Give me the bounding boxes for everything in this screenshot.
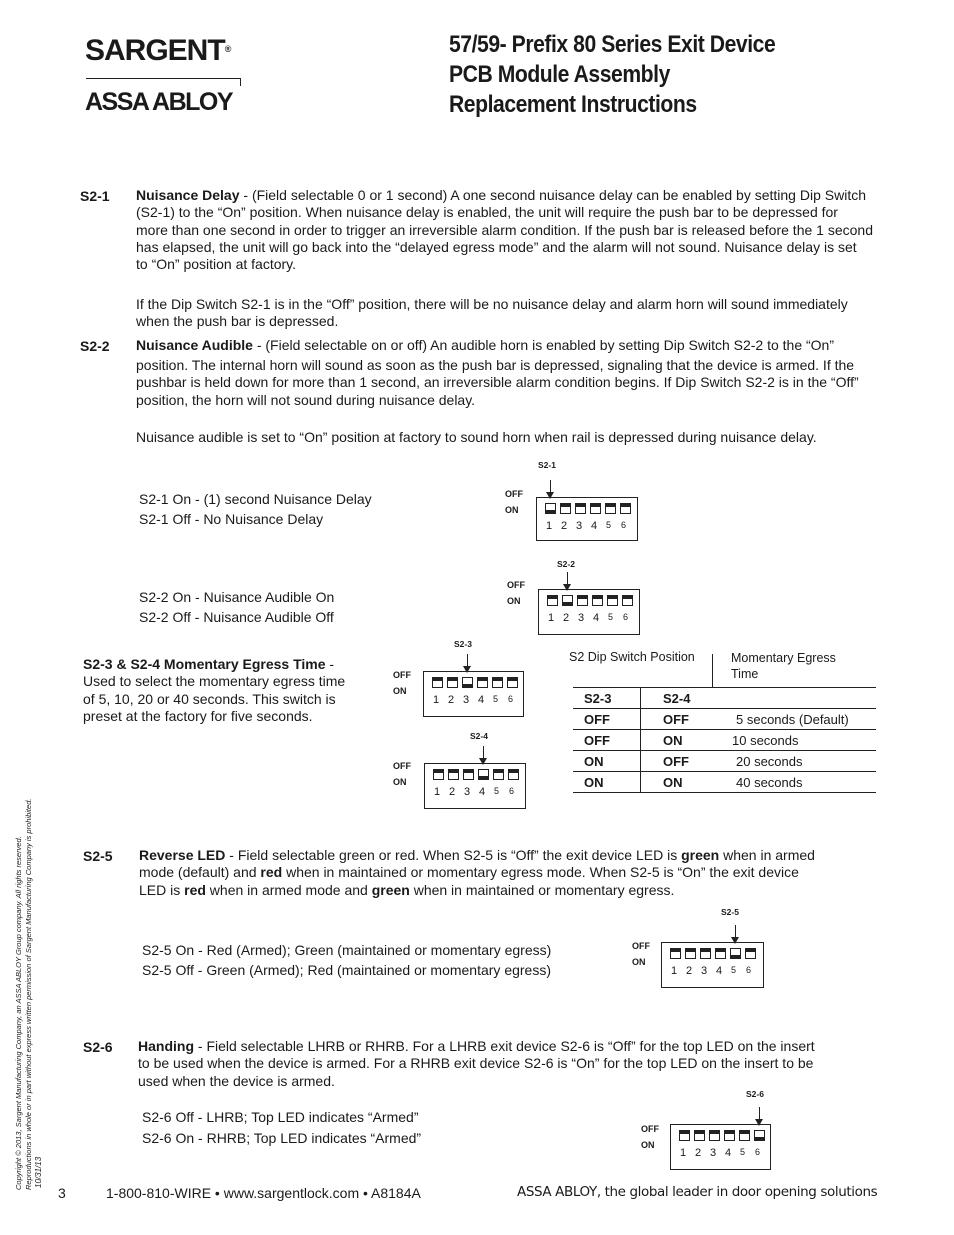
dip-toggle-number: 3 — [463, 694, 470, 706]
s25-off-on-labels: OFF ON — [632, 941, 650, 967]
dip-toggle-knob — [561, 504, 570, 507]
dip-toggle-4 — [477, 677, 488, 688]
dip-toggle-knob — [578, 596, 587, 599]
dip-switch-s24 — [424, 763, 526, 809]
dip-toggle-5 — [493, 769, 504, 780]
dip-toggle-number: 2 — [449, 786, 456, 798]
dip-toggle-knob — [591, 504, 600, 507]
copyright-notice: Copyright © 2013, Sargent Manufacturing Company, an ASSA ABLOY Group company. All rights reserved. Reproductions in whole or in part without express written permission of Sargent Manufacturing Company is prohibited. — [14, 798, 33, 1190]
dip-toggle-1 — [679, 1130, 690, 1141]
dip-toggle-knob — [740, 1131, 749, 1134]
dip-toggle-5 — [739, 1130, 750, 1141]
dip-switch-s26 — [670, 1124, 771, 1170]
dip-toggle-number: 4 — [479, 786, 486, 798]
dip-toggle-knob — [716, 949, 725, 952]
pointer-arrow-icon — [463, 666, 471, 673]
dip-toggle-number: 1 — [434, 786, 441, 798]
dip-toggle-4 — [592, 595, 603, 606]
dip-toggle-3 — [709, 1130, 720, 1141]
dip-toggle-6 — [754, 1130, 765, 1141]
dip-toggle-4 — [478, 769, 489, 780]
dip-toggle-number: 2 — [686, 965, 693, 977]
dip-toggle-number: 1 — [433, 694, 440, 706]
s22-off-on-labels: OFF ON — [507, 580, 525, 606]
col-s24: S2-4 — [663, 690, 691, 706]
dip-toggle-1 — [670, 948, 681, 959]
dip-toggle-number: 5 — [493, 694, 499, 704]
dip-toggle-number: 2 — [561, 520, 568, 532]
dip-toggle-knob — [725, 1131, 734, 1134]
table-row: OFF OFF 5 seconds (Default) — [573, 709, 876, 730]
dip-toggle-6 — [620, 503, 631, 514]
table-head-position: S2 Dip Switch Position — [569, 650, 695, 664]
dip-toggle-number: 4 — [593, 612, 600, 624]
table-row: ON OFF 20 seconds — [573, 751, 876, 772]
dip-toggle-number: 2 — [448, 694, 455, 706]
dip-toggle-knob — [621, 504, 630, 507]
footer-contact: 1-800-810-WIRE • www.sargentlock.com • A8184A — [106, 1185, 421, 1201]
revision-date: 10/31/13 — [34, 1156, 43, 1188]
dip-toggle-number: 6 — [623, 612, 629, 622]
dip-toggle-4 — [715, 948, 726, 959]
dip-toggle-number: 5 — [740, 1147, 746, 1157]
dip-toggle-2 — [447, 677, 458, 688]
dip-toggle-knob — [593, 596, 602, 599]
dip-toggle-number: 5 — [731, 965, 737, 975]
dip-switch-s21 — [536, 497, 638, 541]
dip-toggle-2 — [448, 769, 459, 780]
dip-toggle-6 — [508, 769, 519, 780]
dip-toggle-number: 1 — [680, 1147, 687, 1159]
table-head-time: Momentary Egress Time — [731, 651, 836, 681]
dip-toggle-number: 4 — [591, 520, 598, 532]
s21-paragraph: Nuisance Delay - (Field selectable 0 or 1 second) A one second nuisance delay can be enabled by setting Dip Switch (S2-1) to the “On” position. When nuisance delay is enabled, the unit will require the push bar to be depressed for more than one second in order to trigger an irreversible alarm condition. If the push bar is released before the 1 second has elapsed, the unit will go back into the “delayed egress mode” and the alarm will not sound. Nuisance delay is set to “On” position at factory. — [136, 187, 873, 273]
dip-toggle-6 — [745, 948, 756, 959]
dip-toggle-knob — [710, 1131, 719, 1134]
s25-paragraph: Reverse LED - Field selectable green or red. When S2-5 is “Off” the exit device LED is green when in armed mode (default) and red when in maintained or momentary egress mode. When S2-5 is “On” the exit device LED is red when in armed mode and green when in maintained or momentary egress. — [139, 847, 815, 898]
s21-off-on-labels: OFF ON — [505, 489, 523, 515]
dip-toggle-knob — [494, 770, 503, 773]
dip-toggle-2 — [685, 948, 696, 959]
dip-toggle-knob — [548, 596, 557, 599]
dip-toggle-2 — [560, 503, 571, 514]
dip-toggle-number: 4 — [716, 965, 723, 977]
dip-toggle-number: 5 — [606, 520, 612, 530]
dip-toggle-knob — [623, 596, 632, 599]
s26-code: S2-6 — [83, 1039, 113, 1055]
dip-switch-s22 — [538, 589, 640, 635]
dip-toggle-knob — [509, 770, 518, 773]
page-title: 57/59- Prefix 80 Series Exit Device PCB Module Assembly Replacement Instructions — [449, 31, 776, 118]
dip-switch-s25 — [661, 942, 764, 988]
s22-switch-label: S2-2 — [557, 559, 575, 569]
dip-toggle-5 — [492, 677, 503, 688]
pointer-arrow-icon — [731, 937, 739, 944]
dip-toggle-knob — [464, 770, 473, 773]
dip-toggle-1 — [433, 769, 444, 780]
s22-code: S2-2 — [80, 338, 110, 354]
dip-toggle-number: 6 — [621, 520, 627, 530]
dip-toggle-number: 3 — [701, 965, 708, 977]
logo-divider — [86, 78, 241, 79]
dip-toggle-knob — [448, 678, 457, 681]
s22-paragraph: position. The internal horn will sound as soon as the push bar is depressed, signaling that the device is armed. If the pushbar is held down for more than 1 second, an irreversible alarm condition begins. If Dip Switch S2-2 is in the “Off” position, the horn will not sound during nuisance delay. — [136, 357, 859, 408]
dip-toggle-number: 3 — [578, 612, 585, 624]
dip-toggle-knob — [479, 776, 488, 779]
dip-toggle-1 — [432, 677, 443, 688]
dip-toggle-knob — [755, 1137, 764, 1140]
dip-toggle-number: 5 — [608, 612, 614, 622]
dip-toggle-knob — [695, 1131, 704, 1134]
dip-toggle-knob — [434, 770, 443, 773]
dip-toggle-number: 2 — [563, 612, 570, 624]
dip-toggle-2 — [562, 595, 573, 606]
dip-toggle-knob — [608, 596, 617, 599]
dip-toggle-knob — [731, 955, 740, 958]
dip-toggle-knob — [478, 678, 487, 681]
dip-toggle-knob — [563, 602, 572, 605]
dip-toggle-4 — [724, 1130, 735, 1141]
table-row: ON ON 40 seconds — [573, 772, 876, 793]
s22-paragraph-2: Nuisance audible is set to “On” position at factory to sound horn when rail is depressed during nuisance delay. — [136, 429, 817, 445]
dip-toggle-3 — [462, 677, 473, 688]
dip-toggle-knob — [680, 1131, 689, 1134]
dip-toggle-number: 1 — [548, 612, 555, 624]
s234-paragraph: S2-3 & S2-4 Momentary Egress Time - Used to select the momentary egress time of 5, 10, 20 or 40 seconds. This switch is preset at the factory for five seconds. — [83, 656, 346, 724]
dip-toggle-5 — [730, 948, 741, 959]
page-number: 3 — [58, 1185, 66, 1201]
dip-toggle-number: 6 — [509, 786, 515, 796]
dip-toggle-knob — [746, 949, 755, 952]
dip-toggle-2 — [694, 1130, 705, 1141]
dip-toggle-knob — [606, 504, 615, 507]
logo-divider-tick — [240, 78, 241, 86]
dip-toggle-knob — [671, 949, 680, 952]
sargent-logo: SARGENT® — [85, 34, 231, 67]
s23-switch-label: S2-3 — [454, 639, 472, 649]
s26-off-on-labels: OFF ON — [641, 1124, 659, 1150]
dip-toggle-knob — [463, 684, 472, 687]
dip-toggle-knob — [576, 504, 585, 507]
pointer-arrow-icon — [479, 758, 487, 765]
s25-options: S2-5 On - Red (Armed); Green (maintained or momentary egress) S2-5 Off - Green (Armed); Red (maintained or momentary egress) — [142, 942, 552, 978]
s25-switch-label: S2-5 — [721, 907, 739, 917]
s21-code: S2-1 — [80, 188, 110, 204]
dip-toggle-3 — [575, 503, 586, 514]
dip-toggle-3 — [700, 948, 711, 959]
col-s23: S2-3 — [573, 688, 641, 709]
s25-code: S2-5 — [83, 848, 113, 864]
dip-toggle-number: 6 — [746, 965, 752, 975]
dip-toggle-number: 4 — [725, 1147, 732, 1159]
s23-off-on-labels: OFF ON — [393, 670, 411, 696]
dip-toggle-6 — [622, 595, 633, 606]
dip-toggle-6 — [507, 677, 518, 688]
dip-toggle-1 — [545, 503, 556, 514]
dip-toggle-number: 6 — [508, 694, 514, 704]
dip-toggle-knob — [701, 949, 710, 952]
footer-tagline: ASSA ABLOY, the global leader in door opening solutions — [517, 1184, 878, 1200]
dip-toggle-knob — [433, 678, 442, 681]
dip-toggle-5 — [607, 595, 618, 606]
s21-switch-label: S2-1 — [538, 460, 556, 470]
s21-paragraph-2: If the Dip Switch S2-1 is in the “Off” position, there will be no nuisance delay and alarm horn will sound immediately when the push bar is depressed. — [136, 296, 848, 330]
dip-toggle-4 — [590, 503, 601, 514]
s26-switch-label: S2-6 — [746, 1089, 764, 1099]
dip-toggle-knob — [449, 770, 458, 773]
pointer-arrow-icon — [563, 584, 571, 591]
s26-paragraph: Handing - Field selectable LHRB or RHRB. For a LHRB exit device S2-6 is “Off” for the top LED on the insert to be used when the device is armed. For a RHRB exit device S2-6 is “On” for the top LED on the insert to be used when the device is armed. — [138, 1038, 815, 1089]
dip-toggle-5 — [605, 503, 616, 514]
dip-toggle-number: 6 — [755, 1147, 761, 1157]
dip-toggle-knob — [686, 949, 695, 952]
dip-toggle-number: 5 — [494, 786, 500, 796]
pointer-arrow-icon — [546, 492, 554, 499]
s21-options: S2-1 On - (1) second Nuisance Delay S2-1 Off - No Nuisance Delay — [139, 491, 372, 527]
dip-toggle-1 — [547, 595, 558, 606]
dip-toggle-number: 1 — [671, 965, 678, 977]
dip-toggle-knob — [508, 678, 517, 681]
dip-toggle-number: 3 — [576, 520, 583, 532]
assa-abloy-logo: ASSA ABLOY — [85, 88, 233, 116]
dip-toggle-number: 3 — [464, 786, 471, 798]
dip-toggle-knob — [546, 510, 555, 513]
s22-options: S2-2 On - Nuisance Audible On S2-2 Off - Nuisance Audible Off — [139, 589, 335, 625]
dip-toggle-3 — [463, 769, 474, 780]
dip-switch-s23 — [423, 671, 524, 717]
dip-toggle-number: 2 — [695, 1147, 702, 1159]
dip-toggle-number: 4 — [478, 694, 485, 706]
egress-table — [573, 687, 876, 793]
s26-options: S2-6 Off - LHRB; Top LED indicates “Armed” S2-6 On - RHRB; Top LED indicates “Armed” — [142, 1109, 422, 1146]
table-head-divider — [712, 654, 713, 688]
dip-toggle-3 — [577, 595, 588, 606]
s22-heading-line: Nuisance Audible - (Field selectable on or off) An audible horn is enabled by setting Dip Switch S2-2 to the “On” — [136, 337, 835, 353]
pointer-arrow-icon — [755, 1119, 763, 1126]
s24-switch-label: S2-4 — [470, 731, 488, 741]
dip-toggle-number: 3 — [710, 1147, 717, 1159]
table-header-row — [573, 688, 876, 709]
dip-toggle-knob — [493, 678, 502, 681]
s24-off-on-labels: OFF ON — [393, 761, 411, 787]
table-row: OFF ON 10 seconds — [573, 730, 876, 751]
dip-toggle-number: 1 — [546, 520, 553, 532]
